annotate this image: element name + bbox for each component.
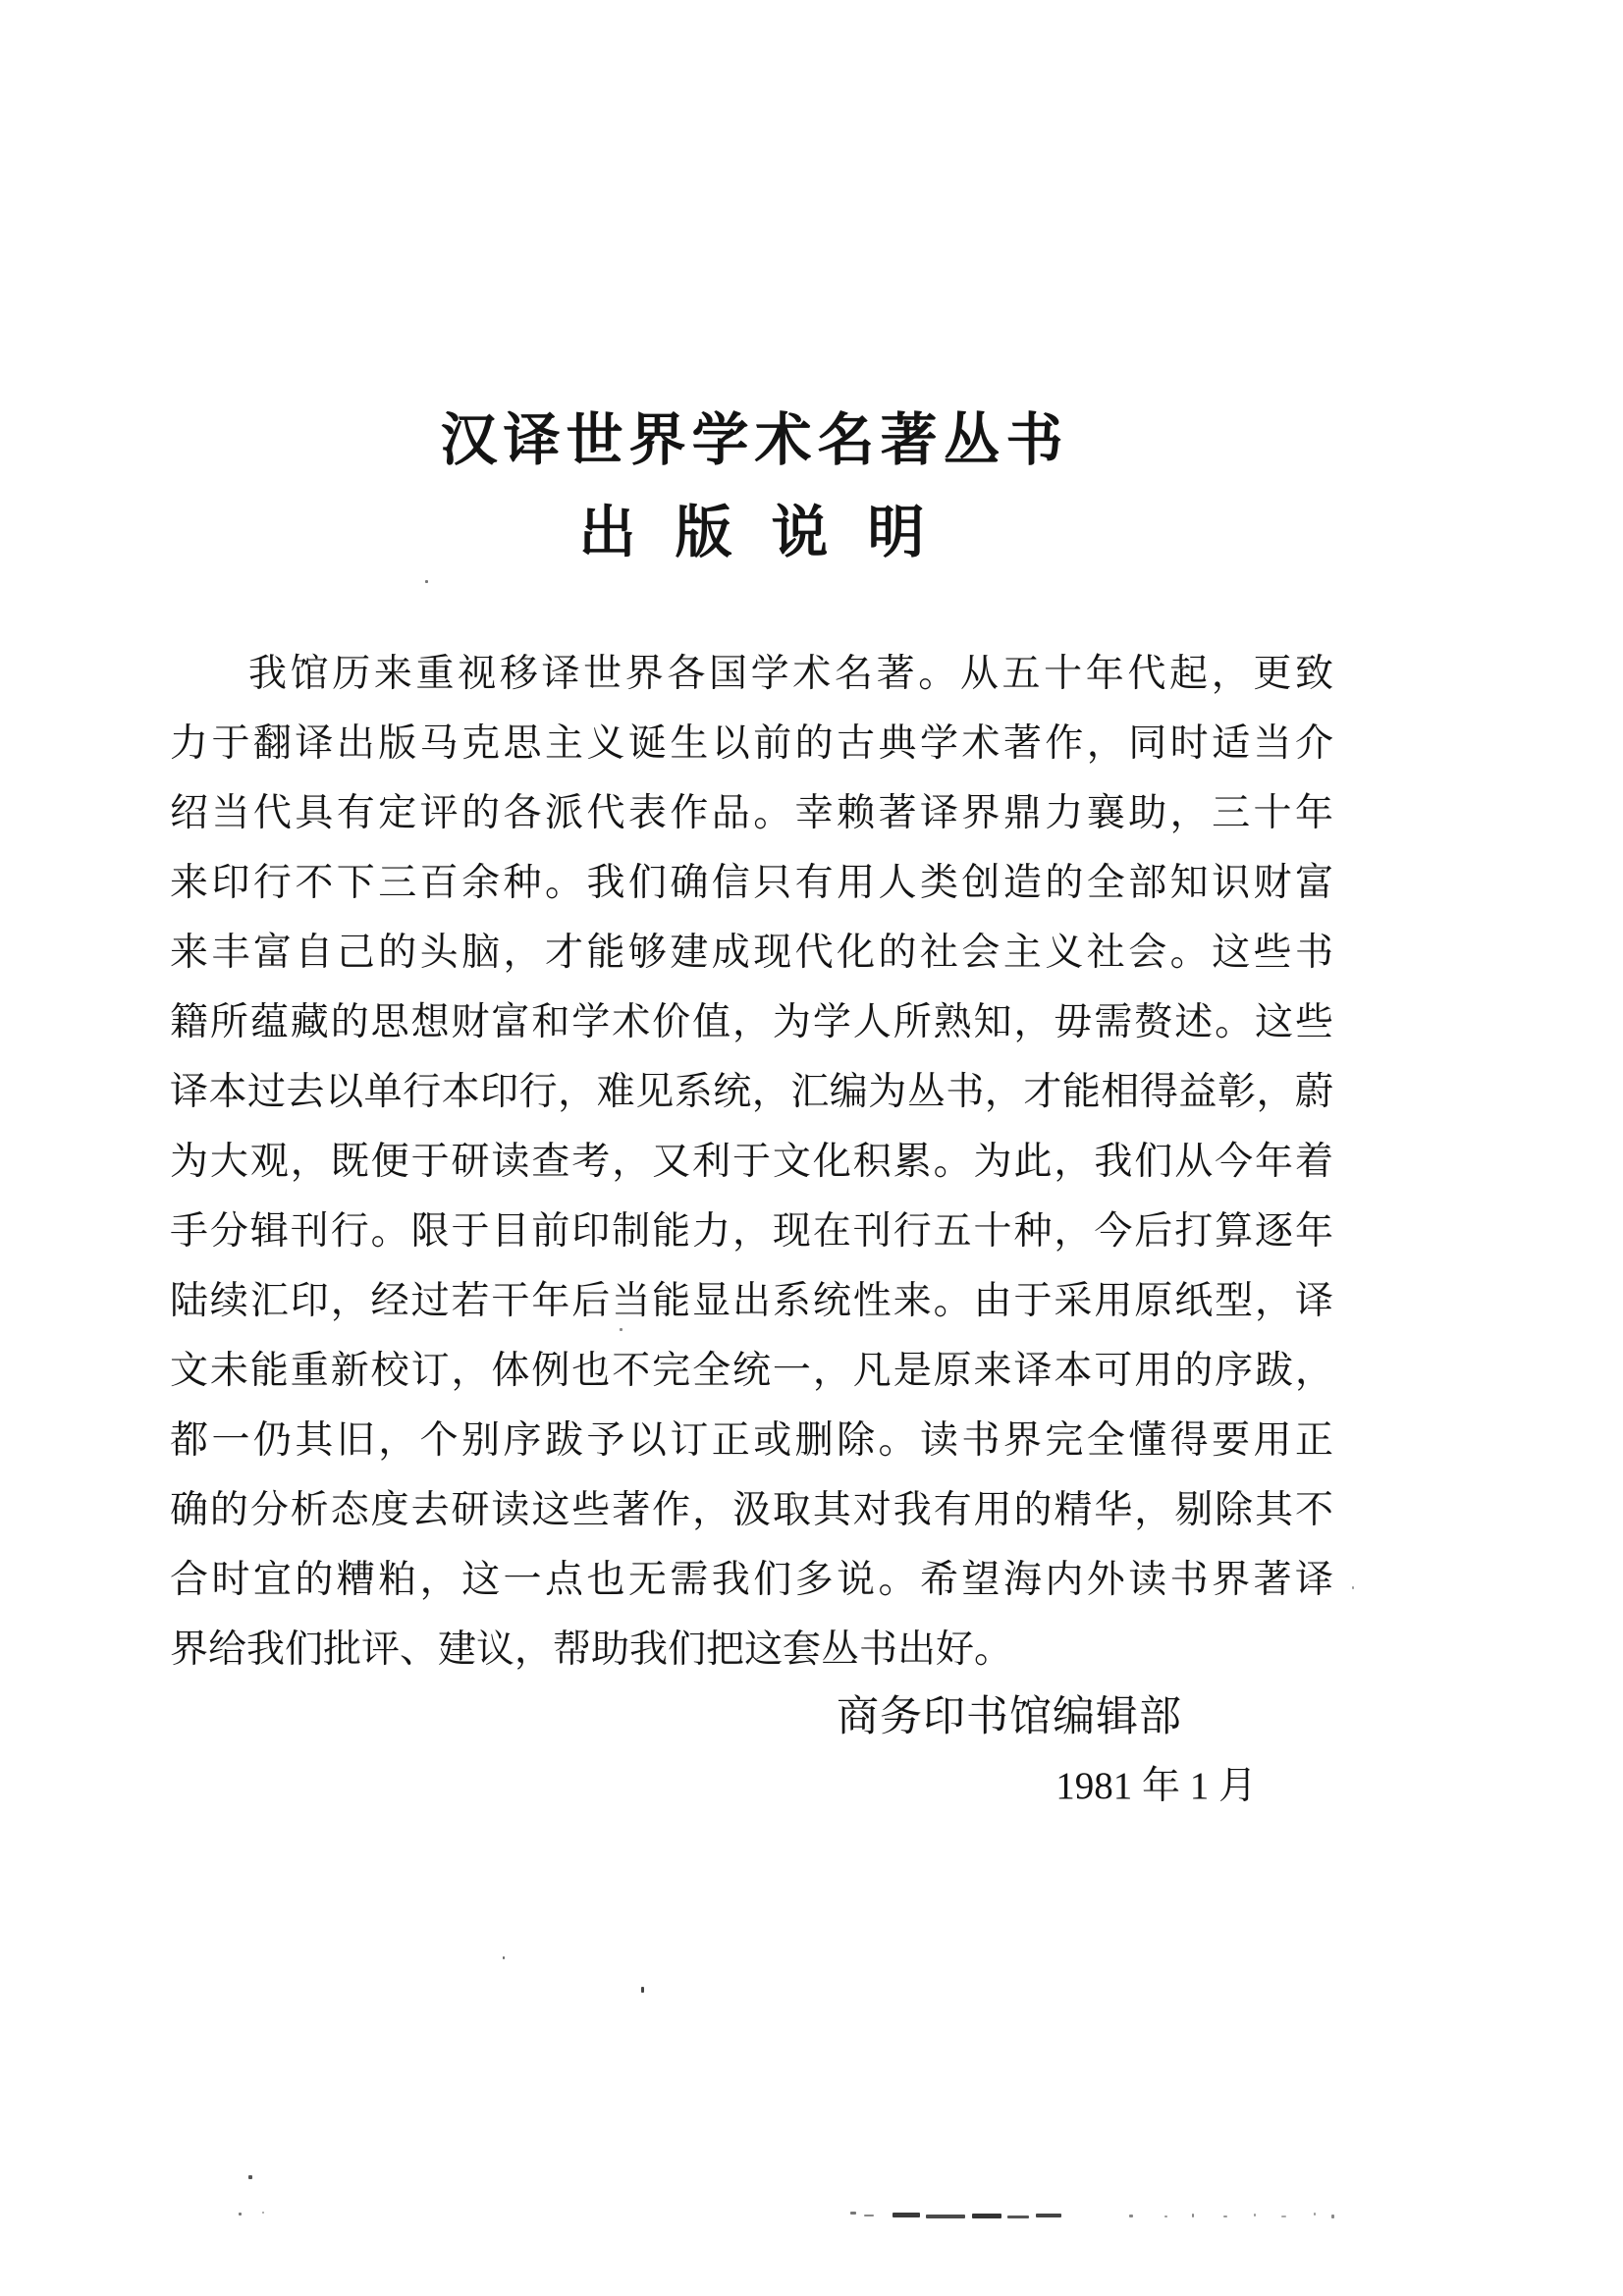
paragraph-line: 力于翻译出版马克思主义诞生以前的古典学术著作，同时适当介	[170, 722, 1333, 765]
scan-smudge	[1192, 2214, 1194, 2217]
paragraph-line: 为大观，既便于研读查考，又利于文化积累。为此，我们从今年着	[170, 1141, 1333, 1183]
scan-smudge	[1007, 2216, 1029, 2218]
paragraph-line: 译本过去以单行本印行，难见系统，汇编为丛书，才能相得益彰，蔚	[170, 1071, 1333, 1113]
publication-date: 1981 年 1 月	[1055, 1765, 1257, 1807]
paragraph-line: 我馆历来重视移译世界各国学术名著。从五十年代起，更致	[248, 653, 1333, 695]
paragraph-line: 来丰富自己的头脑，才能够建成现代化的社会主义社会。这些书	[170, 932, 1333, 974]
scan-smudge	[972, 2214, 1001, 2218]
series-title: 汉译世界学术名著丛书	[440, 408, 1069, 472]
scan-speck	[248, 2175, 252, 2179]
scan-smudge	[1223, 2216, 1227, 2217]
scan-smudge	[1036, 2214, 1061, 2217]
scan-smudge	[1164, 2216, 1167, 2217]
publication-note-paragraph	[170, 639, 1333, 1684]
scan-speck	[620, 1328, 622, 1331]
scan-smudge	[1331, 2215, 1334, 2218]
scan-speck	[262, 2212, 264, 2214]
paragraph-line: 陆续汇印，经过若干年后当能显出系统性来。由于采用原纸型，译	[170, 1280, 1333, 1322]
paragraph-line: 籍所蕴藏的思想财富和学术价值，为学人所熟知，毋需赘述。这些	[170, 1001, 1333, 1043]
scan-smudge	[926, 2215, 965, 2218]
page-content	[170, 0, 1333, 2296]
paragraph-line: 界给我们批评、建议，帮助我们把这套丛书出好。	[170, 1629, 1013, 1671]
scan-smudge	[1129, 2215, 1133, 2217]
paragraph-line: 手分辑刊行。限于目前印制能力，现在刊行五十种，今后打算逐年	[170, 1210, 1333, 1253]
scan-speck	[1352, 1586, 1354, 1589]
publisher-signature: 商务印书馆编辑部	[837, 1694, 1182, 1740]
paragraph-line: 绍当代具有定评的各派代表作品。幸赖著译界鼎力襄助，三十年	[170, 792, 1333, 834]
scan-speck	[239, 2213, 242, 2216]
scan-smudge	[1281, 2216, 1286, 2217]
paragraph-line: 都一仍其旧，个别序跋予以订正或删除。读书界完全懂得要用正	[170, 1419, 1333, 1462]
scan-smudge	[850, 2212, 856, 2215]
scan-smudge	[1314, 2213, 1316, 2216]
paragraph-line: 确的分析态度去研读这些著作，汲取其对我有用的精华，剔除其不	[170, 1489, 1333, 1531]
paragraph-line: 文未能重新校订，体例也不完全统一，凡是原来译本可用的序跋，	[170, 1350, 1333, 1392]
scan-smudge	[864, 2215, 874, 2216]
paragraph-line: 来印行不下三百余种。我们确信只有用人类创造的全部知识财富	[170, 862, 1333, 904]
scan-speck	[425, 580, 428, 583]
publication-note-title: 出版说明	[578, 501, 964, 564]
scan-smudge	[893, 2213, 920, 2217]
scan-smudge	[1254, 2214, 1256, 2216]
scan-speck	[641, 1987, 644, 1993]
scan-speck	[503, 1956, 505, 1959]
paragraph-line: 合时宜的糟粕，这一点也无需我们多说。希望海内外读书界著译	[170, 1559, 1333, 1601]
